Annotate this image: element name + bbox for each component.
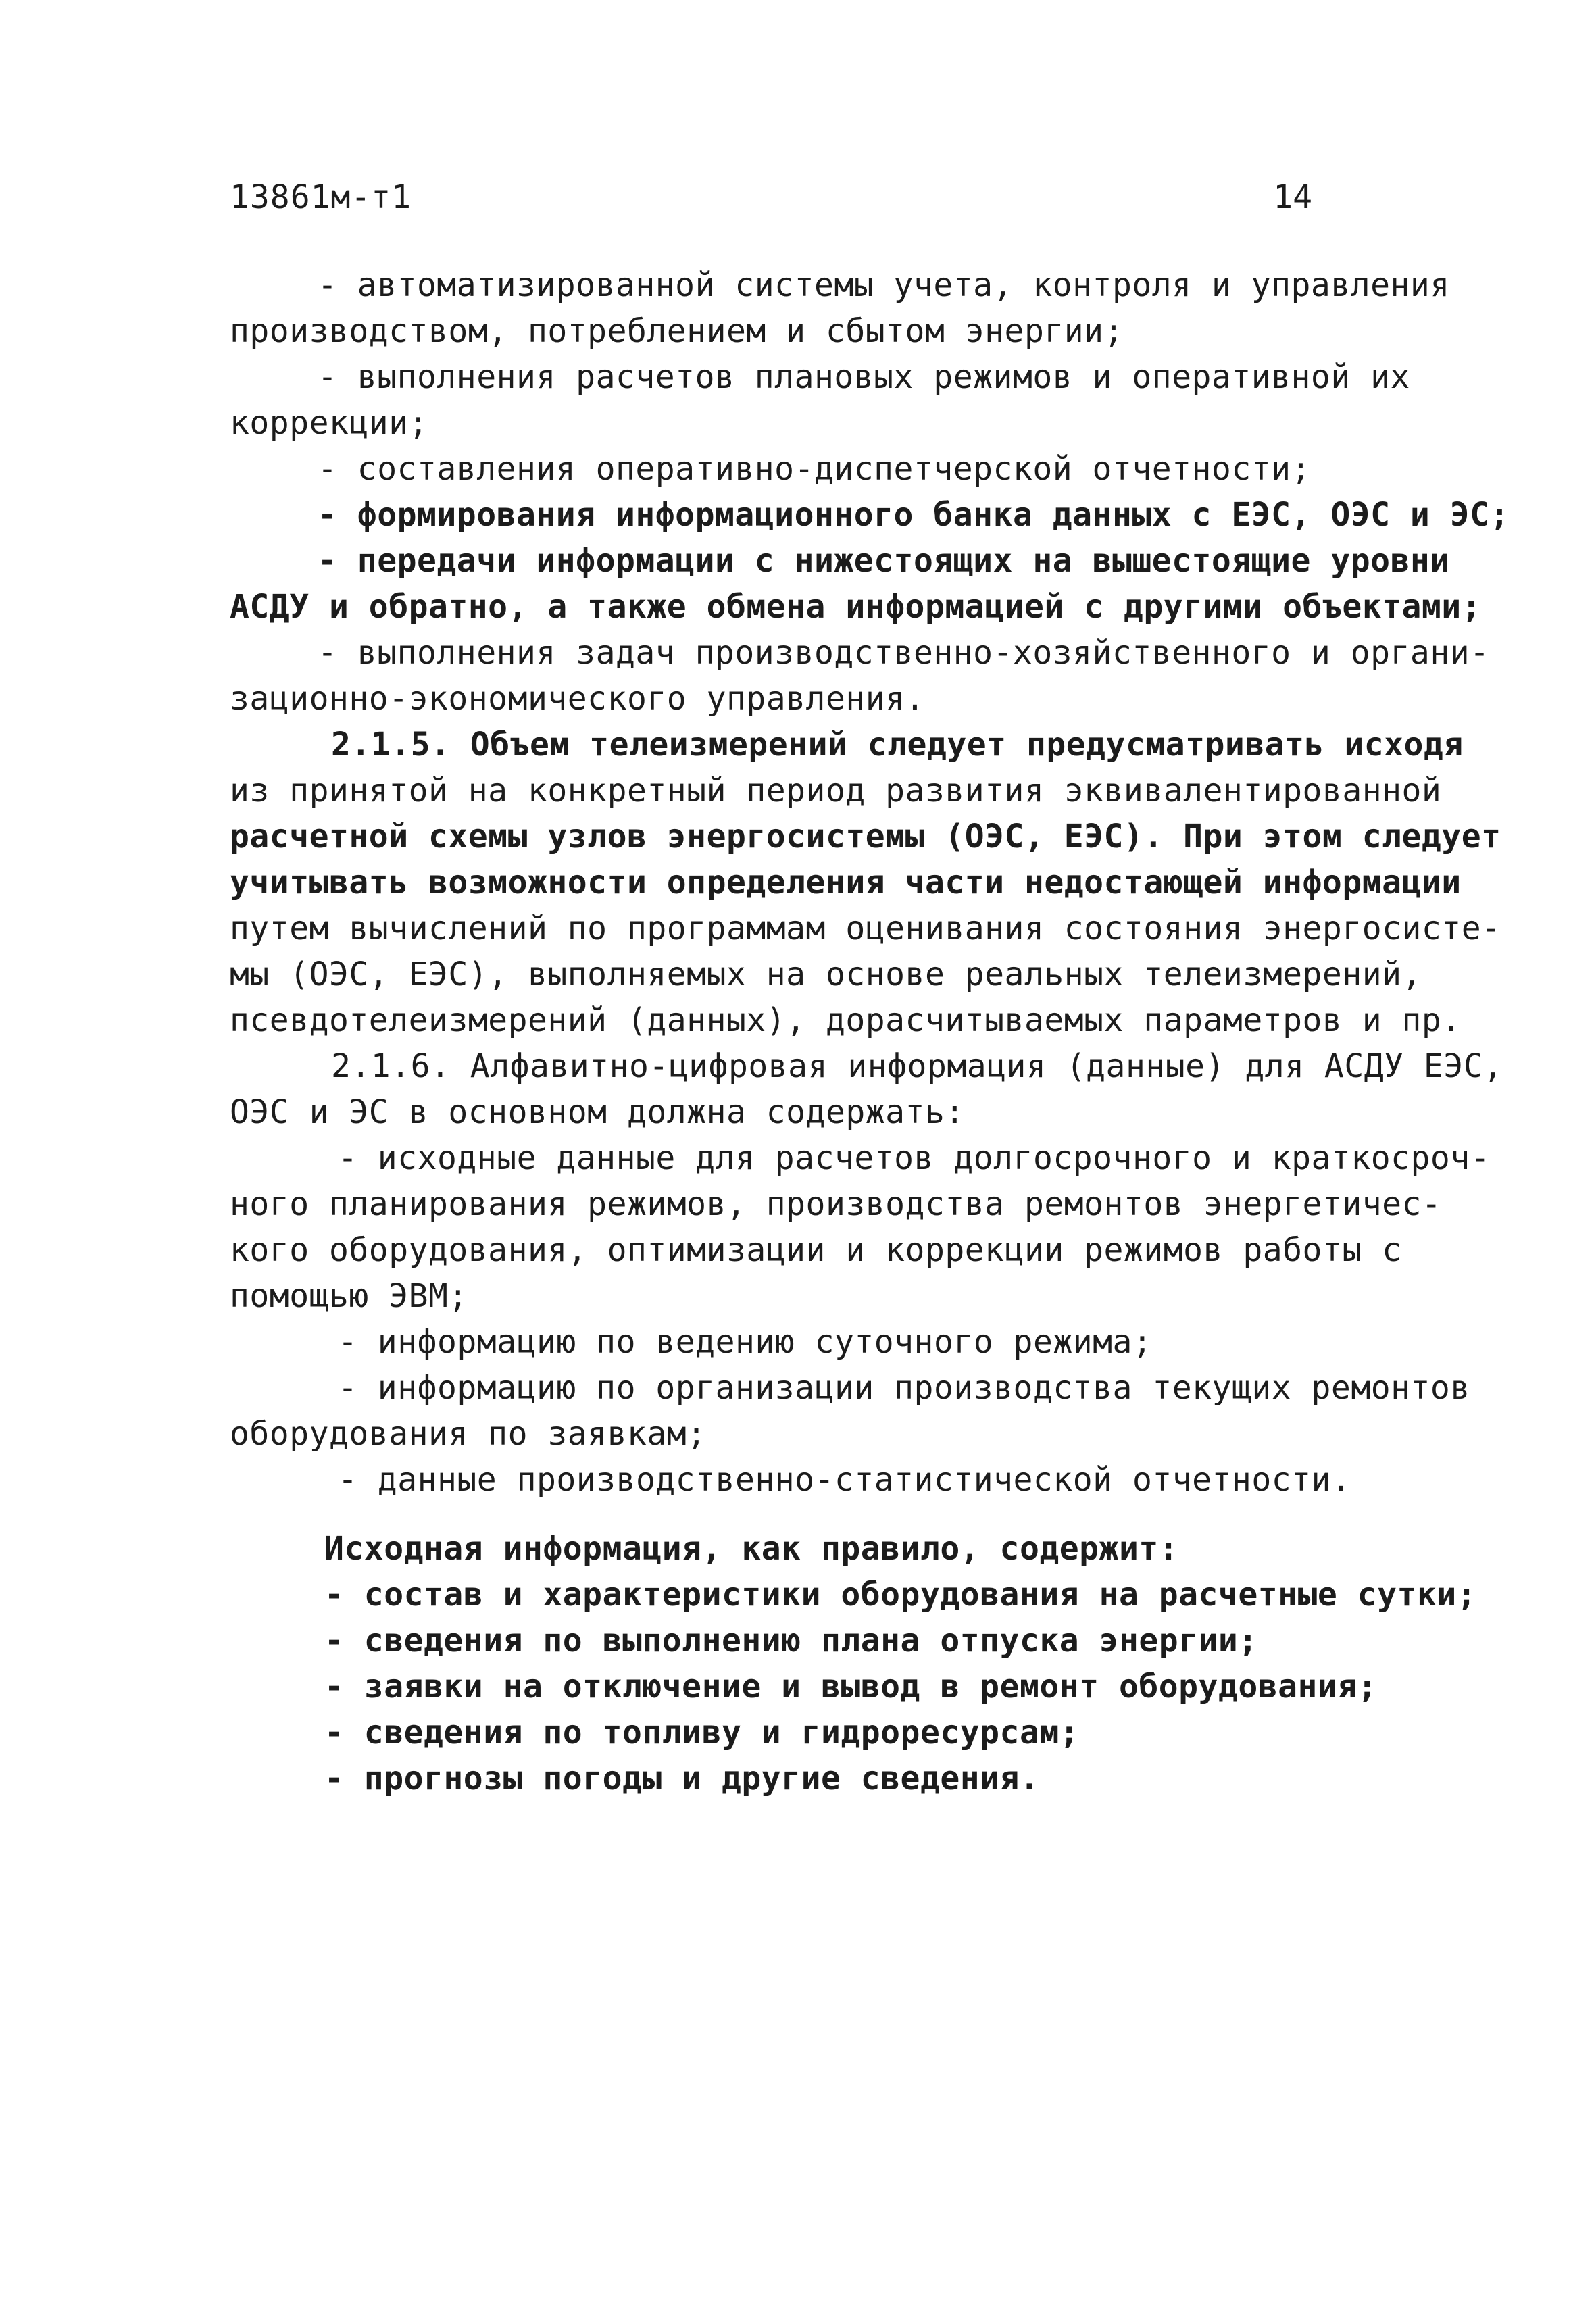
text-line: - информацию по организации производства текущих ремонтов: [338, 1369, 1470, 1407]
text-line: зационно-экономического управления.: [230, 680, 925, 718]
text-line: - информацию по ведению суточного режима;: [338, 1323, 1153, 1361]
text-line: учитывать возможности определения части недостающей информации: [230, 864, 1462, 901]
text-line: путем вычислений по программам оценивания состояния энергосисте-: [230, 910, 1501, 947]
text-line: АСДУ и обратно, а также обмена информацией с другими объектами;: [230, 588, 1482, 626]
text-line: - выполнения задач производственно-хозяйственного и органи-: [318, 634, 1490, 672]
text-line: - выполнения расчетов плановых режимов и оперативной их: [318, 358, 1410, 396]
text-line: производством, потреблением и сбытом энергии;: [230, 312, 1124, 350]
text-line: - передачи информации с нижестоящих на вышестоящие уровни: [318, 542, 1450, 580]
text-line: - исходные данные для расчетов долгосрочного и краткосроч-: [338, 1139, 1491, 1177]
text-line: - сведения по выполнению плана отпуска энергии;: [324, 1622, 1258, 1660]
text-line: 2.1.5. Объем телеизмерений следует предусматривать исходя: [331, 726, 1464, 764]
text-line: ОЭС и ЭС в основном должна содержать:: [230, 1093, 965, 1131]
text-line: псевдотелеизмерений (данных), дорасчитываемых параметров и пр.: [230, 1001, 1462, 1039]
text-line: - заявки на отключение и вывод в ремонт оборудования;: [324, 1668, 1378, 1706]
text-line: - формирования информационного банка данных с ЕЭС, ОЭС и ЭС;: [318, 496, 1510, 534]
page-header: [230, 174, 1312, 222]
text-line: оборудования по заявкам;: [230, 1415, 707, 1453]
text-line: Исходная информация, как правило, содержит:: [324, 1530, 1179, 1568]
text-line: - составления оперативно-диспетчерской отчетности;: [318, 450, 1311, 488]
text-line: из принятой на конкретный период развития эквивалентированной: [230, 772, 1442, 810]
text-line: - прогнозы погоды и другие сведения.: [324, 1760, 1040, 1797]
document-code: 13861м-т1: [230, 178, 412, 216]
text-line: помощью ЭВМ;: [230, 1277, 468, 1315]
text-line: - автоматизированной системы учета, контроля и управления: [318, 266, 1450, 304]
paragraph-gap: [230, 1503, 1439, 1526]
page-number: 14: [1273, 178, 1312, 216]
text-line: коррекции;: [230, 404, 428, 442]
text-line: кого оборудования, оптимизации и коррекции режимов работы с: [230, 1231, 1402, 1269]
text-line: - сведения по топливу и гидроресурсам;: [324, 1714, 1080, 1751]
text-line: мы (ОЭС, ЕЭС), выполняемых на основе реальных телеизмерений,: [230, 955, 1422, 993]
body-text: [230, 262, 1510, 1801]
text-line: - состав и характеристики оборудования на расчетные сутки;: [324, 1576, 1477, 1614]
text-line: - данные производственно-статистической отчетности.: [338, 1461, 1351, 1499]
text-line: ного планирования режимов, производства ремонтов энергетичес-: [230, 1185, 1442, 1223]
text-line: расчетной схемы узлов энергосистемы (ОЭС, ЕЭС). При этом следует: [230, 818, 1501, 855]
text-line: 2.1.6. Алфавитно-цифровая информация (данные) для АСДУ ЕЭС,: [331, 1047, 1503, 1085]
